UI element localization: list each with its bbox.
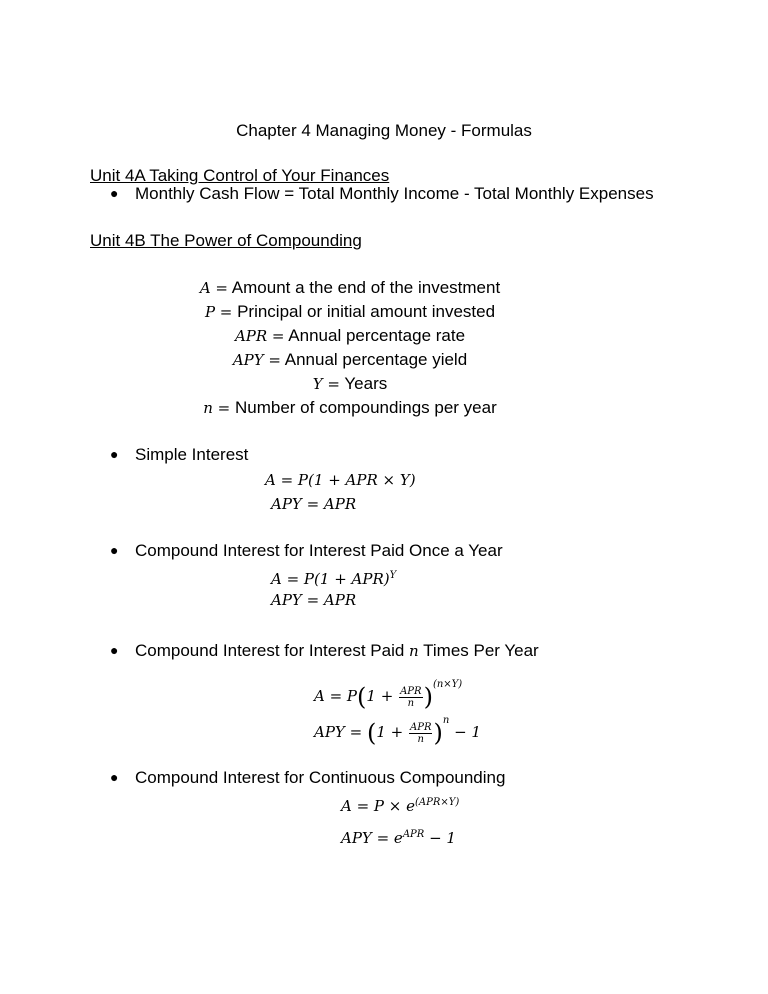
variable-definition: Years: [344, 374, 388, 393]
equals: =: [217, 399, 231, 417]
compound-n-label: [135, 641, 539, 661]
label-part: Compound Interest for Interest Paid: [135, 641, 410, 660]
simple-apy-formula: APY = APR: [271, 495, 357, 513]
equals: =: [327, 375, 340, 393]
exponent: Y: [389, 570, 397, 581]
label-part: Times Per Year: [418, 641, 539, 660]
bullet-icon: ●: [110, 642, 119, 658]
compound-n-apy: APY = (1 + $\frac{\text{APR}}{n}$ )$^n$ − 1: [314, 715, 481, 747]
formula-text: − 1: [454, 723, 481, 741]
continuous-label: Compound Interest for Continuous Compounding: [135, 768, 506, 787]
unit-4a-heading: Unit 4A Taking Control of Your Finances: [90, 166, 390, 185]
bullet-icon: ●: [110, 769, 119, 785]
formula-text: − 1: [429, 829, 456, 847]
equals: =: [271, 327, 285, 345]
continuous-apy: [341, 825, 456, 848]
bullet-icon: ●: [110, 446, 119, 462]
exponent: (n×Y): [432, 679, 463, 690]
variable-symbol: APY: [232, 351, 264, 369]
formula-text: APY = e: [341, 829, 403, 847]
equals: =: [268, 351, 281, 369]
variable-definition: Annual percentage yield: [284, 350, 468, 369]
label-variable: n: [409, 642, 419, 660]
equals: =: [219, 303, 233, 321]
formula-text: A = P: [314, 687, 358, 705]
equals: =: [215, 279, 228, 297]
exponent: n: [442, 715, 450, 726]
cash-flow-formula: Monthly Cash Flow = Total Monthly Income - Total Monthly Expenses: [135, 184, 654, 203]
exponent: APR: [402, 829, 425, 840]
formula-text: A = P × e: [341, 797, 416, 815]
formula-text: APY =: [314, 723, 363, 741]
numerator: APR: [410, 721, 432, 733]
exponent: (APR×Y): [415, 797, 460, 808]
variable-definition: Annual percentage rate: [288, 326, 466, 345]
page-title: Chapter 4 Managing Money - Formulas: [236, 121, 532, 140]
formula-text: A = P(1 + APR): [271, 570, 390, 588]
unit-4b-heading: Unit 4B The Power of Compounding: [90, 231, 362, 250]
formula-text: 1 +: [376, 723, 404, 741]
compound-once-formula: [271, 566, 396, 589]
formula-text: 1 +: [366, 687, 394, 705]
variable-symbol: APR: [234, 327, 268, 345]
bullet-icon: ●: [110, 185, 119, 201]
variable-symbol: n: [203, 399, 213, 417]
variable-definition: Amount a the end of the investment: [231, 278, 501, 297]
variable-symbol: P: [204, 303, 216, 321]
simple-interest-formula: A = P(1 + APR × Y): [265, 471, 416, 489]
simple-interest-label: Simple Interest: [135, 445, 249, 464]
variable-definition: Principal or initial amount invested: [237, 302, 496, 321]
fraction: [409, 722, 432, 745]
variable-symbol: Y: [312, 375, 323, 393]
variable-symbol: A: [199, 279, 211, 297]
variable-definition: Number of compoundings per year: [234, 398, 497, 417]
compound-n-formula: A = P(1 + $\frac{\text{APR}}{n}$ )$^{(n\times Y)}$: [314, 679, 463, 711]
continuous-formula: [341, 793, 459, 816]
bullet-icon: ●: [110, 542, 119, 558]
numerator: APR: [400, 685, 422, 697]
compound-once-label: Compound Interest for Interest Paid Once a Year: [135, 541, 503, 560]
compound-once-apy: APY = APR: [271, 591, 357, 609]
denominator: n: [407, 697, 415, 709]
denominator: n: [417, 733, 424, 745]
